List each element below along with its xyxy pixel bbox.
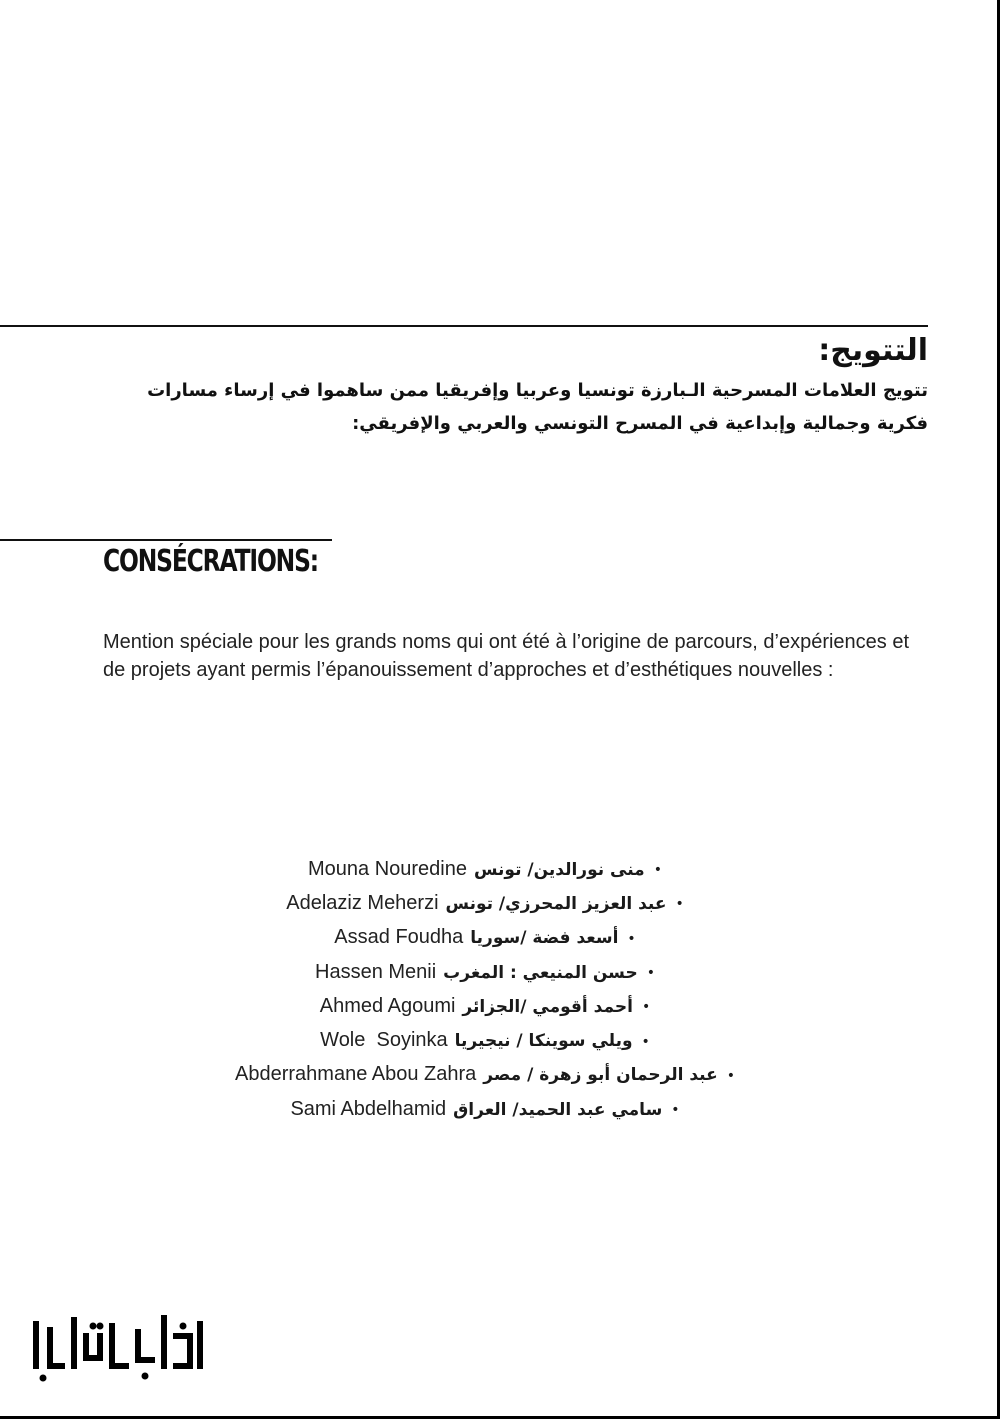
honoree-name-arabic: أحمد أقومي /الجزائر <box>462 996 633 1017</box>
honoree-item <box>0 1023 985 1057</box>
honoree-name-latin: Ahmed Agoumi <box>319 994 456 1017</box>
arabic-section-rule <box>0 325 928 327</box>
honoree-name-latin: Hassen Menii <box>315 960 437 983</box>
honoree-name-latin: Mouna Nouredine <box>308 857 467 880</box>
honoree-name-arabic: عبد العزيز المحرزي/ تونس <box>445 893 667 914</box>
honoree-name-arabic: ويلي سوينكا / نيجيريا <box>454 1031 633 1052</box>
bullet-icon: • <box>641 999 651 1016</box>
bullet-icon: • <box>675 896 684 913</box>
honoree-name-arabic: أسعد فضة /سوريا <box>470 928 619 949</box>
bullet-icon: • <box>726 1067 735 1084</box>
honoree-name-latin: Wole Soyinka <box>320 1029 448 1052</box>
honoree-item <box>0 886 985 920</box>
honoree-name-latin: Adelaziz Meherzi <box>286 891 439 914</box>
honoree-name-arabic: سامي عبد الحميد/ العراق <box>453 1099 663 1120</box>
honoree-name-arabic: حسن المنيعي : المغرب <box>443 962 638 983</box>
french-section-rule <box>0 539 332 541</box>
honoree-item <box>0 1058 985 1092</box>
arabic-heading: التتويج: <box>818 333 928 368</box>
honoree-name-arabic: عبد الرحمان أبو زهرة / مصر <box>483 1065 718 1086</box>
honoree-name-latin: Sami Abdelhamid <box>290 1097 447 1120</box>
honoree-name-arabic: منى نورالدين/ تونس <box>474 859 645 880</box>
honorees-list <box>0 852 1000 1126</box>
honoree-item <box>0 921 985 955</box>
honoree-item <box>0 955 985 989</box>
honoree-name-latin: Assad Foudha <box>334 926 464 949</box>
arabic-paragraph: تتويج العلامات المسرحية الـبارزة تونسيا وعربيا وإفريقيا ممن ساهموا في إرساء مسارات فكرية وجمالية وإبداعية في المسرح التونسي والعربي والإفريقي: <box>147 380 928 434</box>
french-heading: CONSÉCRATIONS: <box>103 544 318 579</box>
bullet-icon: • <box>646 965 655 982</box>
honoree-name-latin: Abderrahmane Abou Zahra <box>235 1063 477 1086</box>
honoree-item <box>0 989 985 1023</box>
festival-logo <box>28 1296 210 1388</box>
bullet-icon: • <box>627 930 636 947</box>
bullet-icon: • <box>641 1033 650 1050</box>
bullet-icon: • <box>653 862 662 879</box>
honoree-item <box>0 1092 985 1126</box>
bullet-icon: • <box>671 1102 680 1119</box>
honoree-item <box>0 852 985 886</box>
french-paragraph: Mention spéciale pour les grands noms qui ont été à l’origine de parcours, d’expériences et de projets ayant permis l’épanouissement d’approches et d’esthétiques nouvelles : <box>103 631 910 681</box>
